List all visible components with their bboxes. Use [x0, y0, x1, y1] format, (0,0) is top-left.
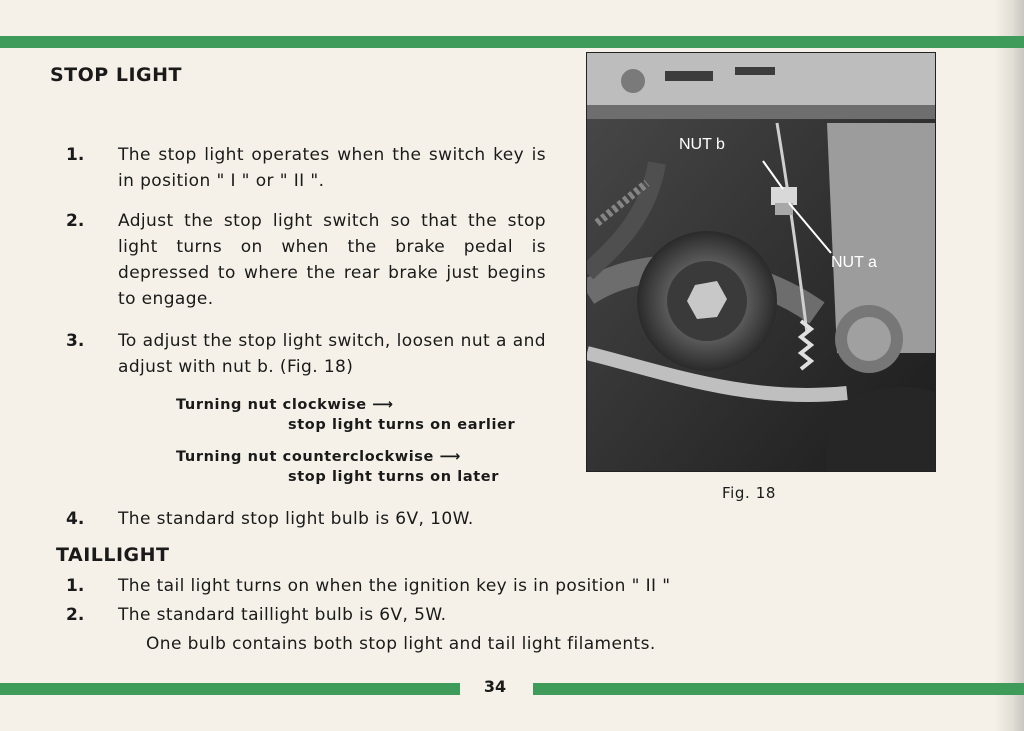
page-edge-shadow — [994, 0, 1024, 731]
item-number: 2. — [66, 605, 85, 625]
figure-18-photo — [586, 52, 936, 472]
page-number: 34 — [483, 677, 507, 696]
taillight-note: One bulb contains both stop light and tail light filaments. — [146, 634, 656, 654]
bottom-rule-left — [0, 683, 460, 695]
item-number: 1. — [66, 576, 85, 596]
section-title-stop-light: STOP LIGHT — [50, 64, 182, 86]
figure-caption: Fig. 18 — [722, 484, 777, 502]
note-counterclockwise-result: stop light turns on later — [288, 469, 499, 485]
motorcycle-brake-photo-illustration — [587, 53, 935, 471]
note-clockwise: Turning nut clockwise ⟶ — [176, 397, 394, 413]
top-rule — [0, 36, 1024, 48]
item-number: 3. — [66, 331, 85, 351]
item-number: 2. — [66, 211, 85, 231]
item-text: The stop light operates when the switch key is in position " I " or " II ". — [118, 145, 546, 191]
item-text: To adjust the stop light switch, loosen nut a and adjust with nut b. (Fig. 18) — [118, 331, 546, 377]
item-text: Adjust the stop light switch so that the stop light turns on when the brake pedal is depressed to where the rear brake just begins to engage. — [118, 211, 546, 309]
item-text: The tail light turns on when the ignition key is in position " II " — [118, 576, 671, 596]
item-number: 4. — [66, 509, 85, 529]
note-counterclockwise: Turning nut counterclockwise ⟶ — [176, 449, 461, 465]
nut-a-label: NUT a — [831, 254, 877, 271]
nut-b-label: NUT b — [679, 136, 725, 153]
item-text: The standard stop light bulb is 6V, 10W. — [118, 509, 474, 529]
note-clockwise-result: stop light turns on earlier — [288, 417, 516, 433]
section-title-taillight: TAILLIGHT — [56, 544, 170, 566]
item-number: 1. — [66, 145, 85, 165]
bottom-rule-right — [533, 683, 1024, 695]
item-text: The standard taillight bulb is 6V, 5W. — [118, 605, 447, 625]
